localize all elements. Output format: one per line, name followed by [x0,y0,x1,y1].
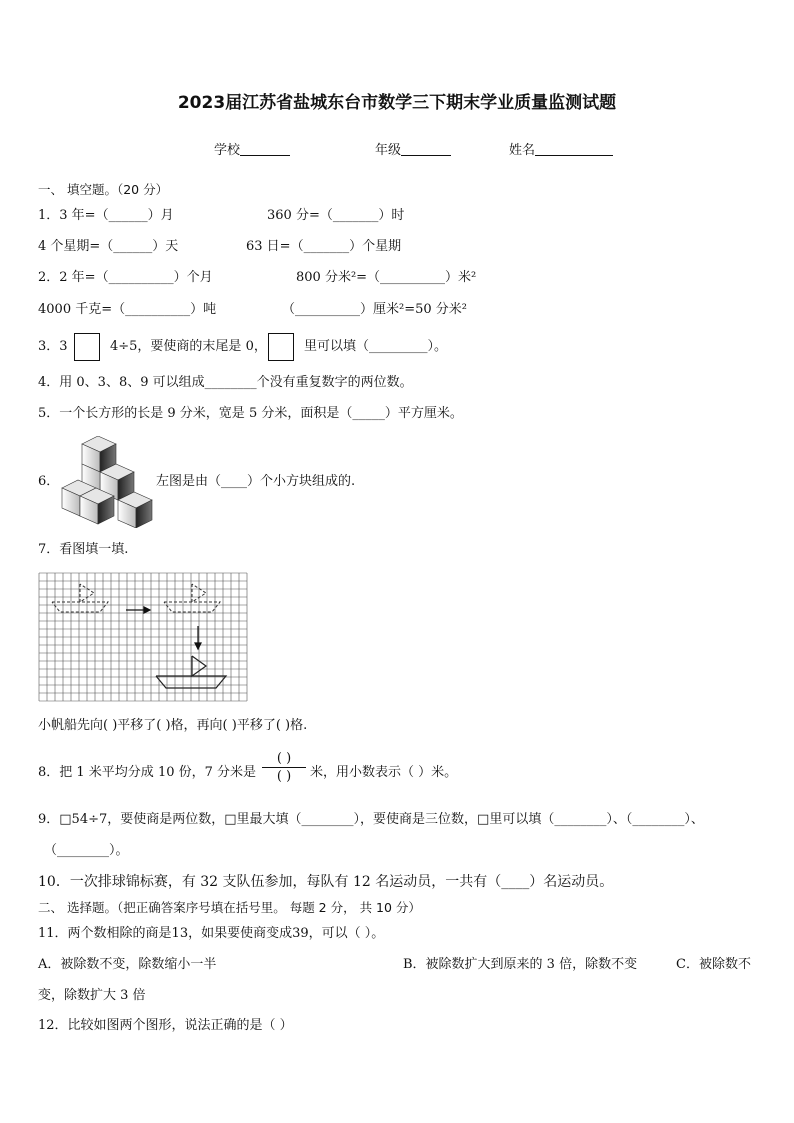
name-blank[interactable] [535,142,613,156]
q1-part-c: 4 个星期=（______）天 [38,239,179,254]
sailboat-grid-figure [38,572,252,702]
cube-stack-figure [60,436,154,528]
name-label: 姓名 [509,143,536,158]
arrow-right [126,607,150,613]
q2-part-b: 800 分米²=（__________）米² [296,270,477,285]
q7-fill-line: 小帆船先向( )平移了( )格，再向( )平移了( )格. [38,718,308,733]
school-blank[interactable] [240,142,290,156]
school-field [214,142,290,159]
q3-blank-box-2[interactable] [268,333,294,361]
q8-start: 8．把 1 米平均分成 10 份，7 分米是 [38,765,257,780]
q2-part-a: 2．2 年=（__________）个月 [38,270,213,285]
q7-text: 7．看图填一填. [38,542,129,557]
q12-stem: 12．比较如图两个图形，说法正确的是（ ） [38,1018,293,1033]
q10-text: 10．一次排球锦标赛，有 32 支队伍参加，每队有 12 名运动员，一共有（____）名运动员。 [38,874,614,890]
q3-start: 3．3 [38,339,68,354]
q2-part-c: 4000 千克=（__________）吨 [38,302,217,317]
q11-stem: 11．两个数相除的商是13，如果要使商变成39，可以（ ）。 [38,926,385,941]
q1-part-a: 1．3 年=（______）月 [38,208,174,223]
q6-number: 6． [38,474,60,489]
section-2-heading: 二、 选择题。（把正确答案序号填在括号里。 每题 2 分， 共 10 分） [38,900,421,915]
q11-option-c[interactable]: C．被除数不 [676,957,751,972]
sailboat-middle [164,584,220,612]
q1-part-d: 63 日=（_______）个星期 [246,239,402,254]
grid-lines [39,573,247,701]
q11-option-c-cont: 变，除数扩大 3 倍 [38,988,146,1003]
grade-field [375,142,451,159]
q2-part-d: （__________）厘米²=50 分米² [282,302,467,317]
fraction-bar [262,767,306,768]
q11-option-a[interactable]: A．被除数不变，除数缩小一半 [38,957,217,972]
name-field [509,142,613,159]
grade-blank[interactable] [401,142,451,156]
q8-denominator[interactable]: ( ) [276,769,292,784]
q3-middle: 4÷5，要使商的末尾是 0， [110,339,267,354]
q11-option-b[interactable]: B．被除数扩大到原来的 3 倍，除数不变 [403,957,638,972]
q9-line-2: （________）。 [44,843,129,858]
q5-text: 5．一个长方形的长是 9 分米，宽是 5 分米，面积是（_____）平方厘米。 [38,406,463,421]
q9-line-1: 9．□54÷7，要使商是两位数，□里最大填（________），要使商是三位数，□里可以填（________）、（________）、 [38,812,704,827]
q3-end: 里可以填（_________）。 [304,339,448,354]
arrow-down [195,626,201,649]
section-1-heading: 一、 填空题。（20 分） [38,182,169,197]
q8-fraction [262,751,306,784]
school-label: 学校 [214,143,241,158]
q6-text: 左图是由（____）个小方块组成的. [156,474,356,489]
q3-blank-box-1[interactable] [74,333,100,361]
page-title: 2023届江苏省盐城东台市数学三下期末学业质量监测试题 [177,93,617,113]
grade-label: 年级 [375,143,402,158]
q8-numerator[interactable]: ( ) [276,751,292,766]
sailboat-original [52,584,108,612]
q8-end: 米，用小数表示（ ）米。 [310,765,458,780]
q4-text: 4．用 0、3、8、9 可以组成________个没有重复数字的两位数。 [38,375,413,390]
cube-bottom-right [118,492,152,528]
q1-part-b: 360 分=（_______）时 [267,208,405,223]
